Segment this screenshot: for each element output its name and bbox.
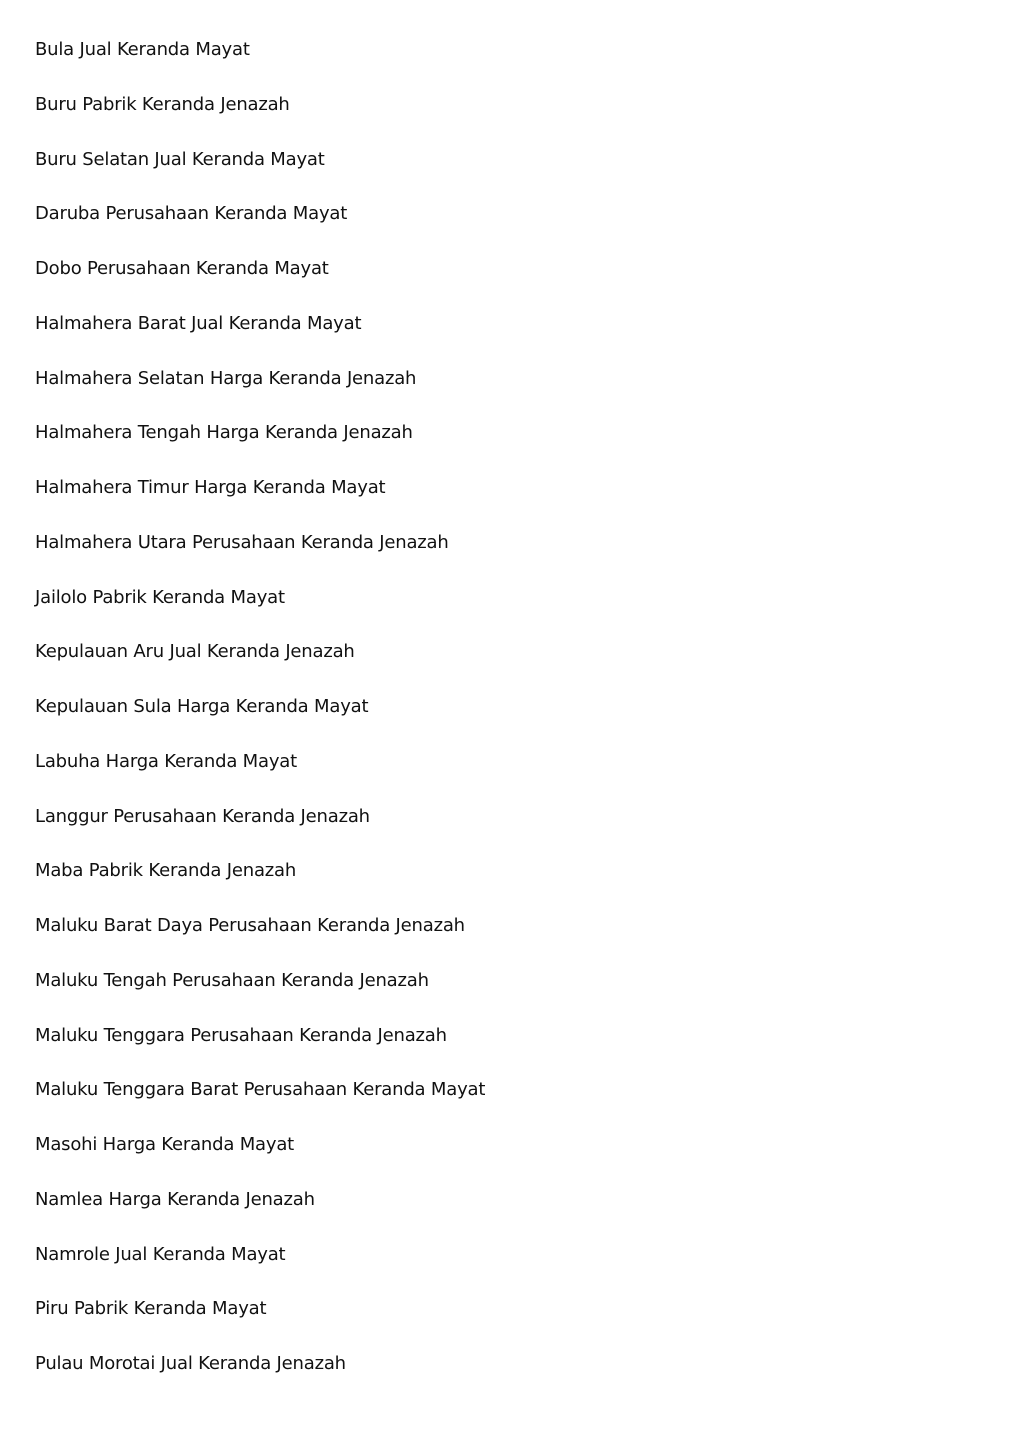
list-item: Kepulauan Sula Harga Keranda Mayat (35, 696, 369, 717)
list-item: Labuha Harga Keranda Mayat (35, 750, 297, 772)
list-item: Dobo Perusahaan Keranda Mayat (35, 258, 329, 279)
list-item: Piru Pabrik Keranda Mayat (35, 1298, 267, 1320)
list-item: Maluku Tengah Perusahaan Keranda Jenazah (35, 969, 429, 991)
list-item: Namrole Jual Keranda Mayat (35, 1243, 286, 1265)
list-item: Halmahera Selatan Harga Keranda Jenazah (35, 367, 417, 389)
list-item: Halmahera Barat Jual Keranda Mayat (35, 312, 362, 334)
list-item: Maluku Tenggara Perusahaan Keranda Jenazah (35, 1024, 447, 1046)
list-item: Masohi Harga Keranda Mayat (35, 1134, 295, 1155)
list-item: Halmahera Utara Perusahaan Keranda Jenazah (35, 531, 449, 553)
entry-list (35, 37, 485, 1406)
list-item: Maluku Tenggara Barat Perusahaan Keranda Mayat (35, 1079, 486, 1101)
list-item: Halmahera Timur Harga Keranda Mayat (35, 477, 386, 498)
list-item: Pulau Morotai Jual Keranda Jenazah (35, 1353, 346, 1374)
list-item: Langgur Perusahaan Keranda Jenazah (35, 805, 370, 827)
list-item: Maluku Barat Daya Perusahaan Keranda Jenazah (35, 915, 465, 936)
list-item: Namlea Harga Keranda Jenazah (35, 1188, 315, 1210)
list-item: Bula Jual Keranda Mayat (35, 39, 250, 60)
list-item: Buru Pabrik Keranda Jenazah (35, 93, 290, 115)
list-item: Buru Selatan Jual Keranda Mayat (35, 148, 325, 170)
list-item: Jailolo Pabrik Keranda Mayat (35, 586, 285, 608)
list-item: Halmahera Tengah Harga Keranda Jenazah (35, 422, 413, 444)
list-item: Daruba Perusahaan Keranda Mayat (35, 203, 348, 225)
list-item: Maba Pabrik Keranda Jenazah (35, 860, 297, 882)
list-item: Kepulauan Aru Jual Keranda Jenazah (35, 641, 355, 663)
